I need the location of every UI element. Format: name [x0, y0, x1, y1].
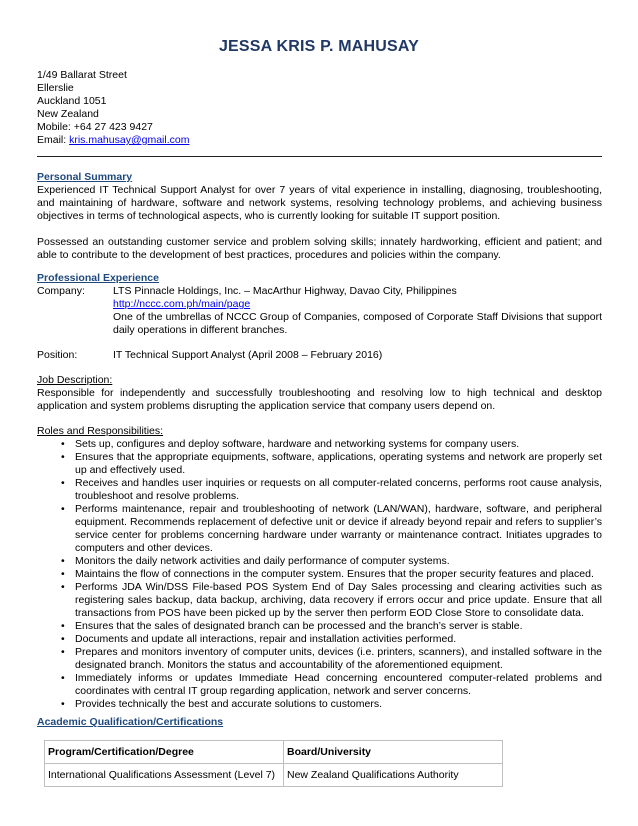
address-line: New Zealand — [37, 108, 99, 120]
company-url-link[interactable]: http://nccc.com.ph/main/page — [113, 298, 251, 310]
summary-paragraph: Possessed an outstanding customer service and problem solving skills; innately hardworking, efficient and patient; and able to contribute to the development of best practices, procedures and policies within the company. — [37, 236, 602, 261]
roles-label: Roles and Responsibilities: — [37, 425, 164, 437]
column-header: Board/University — [284, 741, 503, 764]
qualifications-heading: Academic Qualification/Certifications — [37, 716, 224, 728]
position-label: Position: — [37, 349, 78, 361]
email-label: Email: — [37, 134, 70, 146]
personal-summary-heading: Personal Summary — [37, 171, 133, 183]
header-divider — [37, 156, 602, 157]
position-row — [37, 349, 602, 362]
job-description: Responsible for independently and successfully troubleshooting and resolving low to high technical and desktop application and system problems disrupting the application service that company users depend on. — [37, 387, 602, 412]
experience-heading: Professional Experience — [37, 272, 159, 284]
company-label: Company: — [37, 285, 85, 297]
address-line: Auckland 1051 — [37, 95, 107, 107]
list-item: • Monitors the daily network activities and daily performance of computer systems. — [75, 555, 602, 568]
table-header-row — [45, 741, 503, 764]
column-header: Program/Certification/Degree — [45, 741, 284, 764]
list-item: • Performs JDA Win/DSS File-based POS System End of Day Sales processing and clearing activities such as registering sales backup, data backup, archiving, data recovery if errors occur and price update. Ensure that all transactions from POS have been picked up by the server then perform EOD Close Store to consolidate data. — [75, 581, 602, 620]
mobile-number: Mobile: +64 27 423 9427 — [37, 121, 153, 133]
roles-list — [37, 438, 602, 711]
candidate-name: JESSA KRIS P. MAHUSAY — [218, 38, 420, 55]
table-cell: New Zealand Qualifications Authority — [284, 764, 503, 787]
list-item: • Receives and handles user inquiries or requests on all computer-related concerns, performs root cause analysis, troubleshoot and resolve problems. — [75, 477, 602, 503]
table-row — [45, 764, 503, 787]
list-item: • Prepares and monitors inventory of computer units, devices (i.e. printers, scanners), and installed software in the designated branch. Monitors the status and accountability of the aforementioned equipment. — [75, 646, 602, 672]
list-item: • Performs maintenance, repair and troubleshooting of network (LAN/WAN), hardware, software, and peripheral equipment. Recommends replacement of defective unit or device if already beyond repair and refers to supplier’s service center for problems concerning hardware under warranty or maintenance contract. Initiates upgrades to computers and other devices. — [75, 503, 602, 555]
email-link[interactable]: kris.mahusay@gmail.com — [69, 134, 190, 146]
company-description: One of the umbrellas of NCCC Group of Companies, composed of Corporate Staff Divisions that support daily operations in different branches. — [113, 311, 602, 336]
table-cell: International Qualifications Assessment (Level 7) — [45, 764, 284, 787]
address-line: 1/49 Ballarat Street — [37, 69, 127, 81]
company-name: LTS Pinnacle Holdings, Inc. – MacArthur Highway, Davao City, Philippines — [113, 285, 457, 297]
job-description-label: Job Description: — [37, 374, 113, 386]
list-item: • Ensures that the sales of designated branch can be processed and the branch’s server is stable. — [75, 620, 602, 633]
list-item: • Ensures that the appropriate equipments, software, applications, operating systems and network are properly set up and effectively used. — [75, 451, 602, 477]
position-title: IT Technical Support Analyst (April 2008 – February 2016) — [113, 349, 383, 361]
qualifications-table — [44, 740, 503, 787]
qualifications-section — [37, 716, 602, 729]
summary-paragraph: Experienced IT Technical Support Analyst for over 7 years of vital experience in installing, diagnosing, troubleshooting, and maintaining of hardware, software and network systems, resolving technology problems, and achieving business objectives in terms of technological aspects, who is currently looking for suitable IT support position. — [37, 184, 602, 222]
list-item: • Immediately informs or updates Immediate Head concerning encountered computer-related problems and coordinates with central IT group regarding application, network and server concerns. — [75, 672, 602, 698]
list-item: • Sets up, configures and deploy software, hardware and networking systems for company users. — [75, 438, 602, 451]
personal-summary-section — [37, 171, 602, 262]
contact-block — [37, 69, 189, 147]
company-row — [37, 285, 602, 337]
email-line — [37, 134, 189, 147]
list-item: • Documents and update all interactions, repair and installation activities performed. — [75, 633, 602, 646]
list-item: • Provides technically the best and accurate solutions to customers. — [75, 698, 602, 711]
address-line: Ellerslie — [37, 82, 74, 94]
list-item: • Maintains the flow of connections in the computer system. Ensures that the proper security features and placed. — [75, 568, 602, 581]
experience-section — [37, 272, 602, 711]
